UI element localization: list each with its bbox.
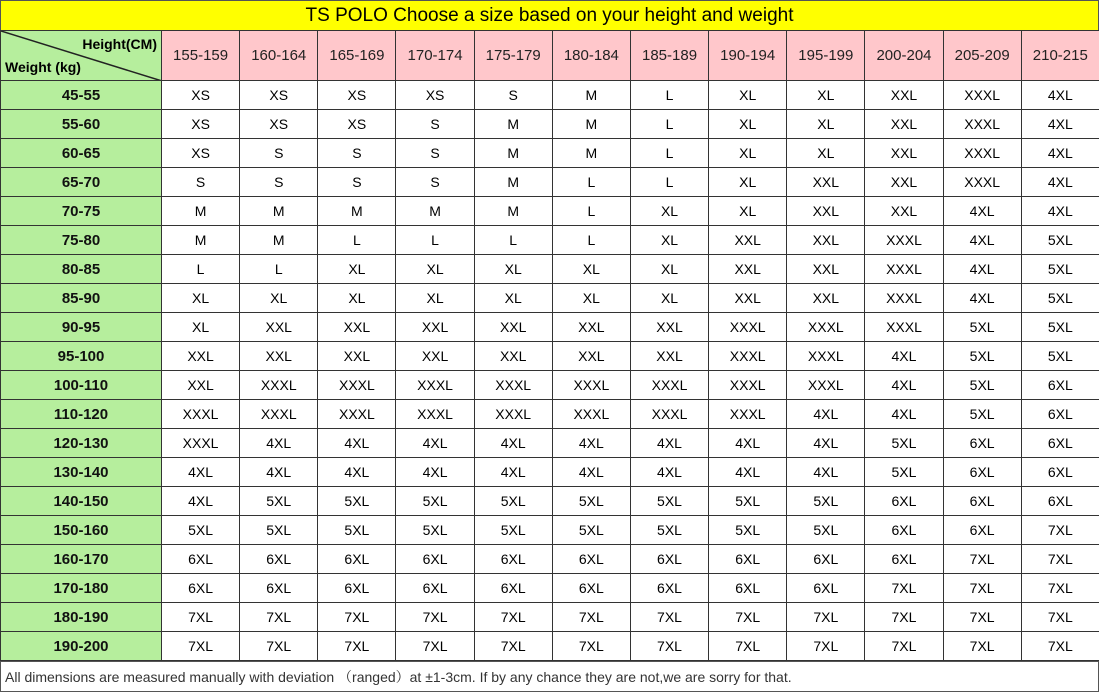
size-cell: 4XL	[396, 429, 474, 458]
size-cell: 6XL	[1021, 458, 1099, 487]
size-cell: XXXL	[162, 429, 240, 458]
size-cell: XXL	[865, 168, 943, 197]
size-cell: 6XL	[943, 487, 1021, 516]
size-cell: XS	[318, 81, 396, 110]
height-header-row	[1, 31, 1099, 81]
size-cell: XL	[162, 313, 240, 342]
size-cell: L	[630, 81, 708, 110]
table-row	[1, 284, 1099, 313]
size-cell: 7XL	[1021, 574, 1099, 603]
size-cell: XXL	[787, 226, 865, 255]
table-row	[1, 371, 1099, 400]
chart-title: TS POLO Choose a size based on your height and weight	[0, 0, 1099, 31]
height-header-cell: 185-189	[630, 31, 708, 81]
size-cell: 5XL	[474, 516, 552, 545]
size-cell: XXXL	[865, 255, 943, 284]
size-cell: 7XL	[943, 574, 1021, 603]
weight-header-cell: 65-70	[1, 168, 162, 197]
table-row	[1, 487, 1099, 516]
size-cell: XL	[240, 284, 318, 313]
size-cell: L	[552, 168, 630, 197]
size-cell: XS	[240, 81, 318, 110]
size-cell: XXXL	[630, 371, 708, 400]
size-cell: 7XL	[943, 545, 1021, 574]
height-header-cell: 155-159	[162, 31, 240, 81]
size-cell: 4XL	[1021, 168, 1099, 197]
weight-header-cell: 90-95	[1, 313, 162, 342]
size-cell: 4XL	[943, 197, 1021, 226]
size-cell: 7XL	[396, 632, 474, 661]
table-row	[1, 574, 1099, 603]
size-cell: XXXL	[162, 400, 240, 429]
size-cell: L	[474, 226, 552, 255]
size-cell: L	[162, 255, 240, 284]
size-cell: L	[396, 226, 474, 255]
size-cell: 7XL	[865, 632, 943, 661]
size-cell: 7XL	[474, 632, 552, 661]
size-cell: S	[396, 168, 474, 197]
size-cell: XXXL	[552, 371, 630, 400]
size-cell: XL	[709, 110, 787, 139]
size-cell: 5XL	[162, 516, 240, 545]
size-cell: 5XL	[943, 371, 1021, 400]
size-cell: L	[552, 226, 630, 255]
size-cell: XXXL	[865, 226, 943, 255]
size-cell: XXL	[787, 168, 865, 197]
weight-header-cell: 55-60	[1, 110, 162, 139]
size-cell: 5XL	[240, 516, 318, 545]
size-cell: 7XL	[1021, 516, 1099, 545]
size-cell: 5XL	[552, 487, 630, 516]
size-cell: 5XL	[630, 487, 708, 516]
size-cell: XXXL	[709, 313, 787, 342]
height-axis-label: Height(CM)	[82, 36, 157, 52]
size-cell: 4XL	[162, 458, 240, 487]
height-header-cell: 190-194	[709, 31, 787, 81]
size-cell: 4XL	[787, 458, 865, 487]
size-cell: XS	[240, 110, 318, 139]
size-cell: 4XL	[630, 458, 708, 487]
size-cell: 4XL	[709, 458, 787, 487]
table-row	[1, 81, 1099, 110]
weight-header-cell: 160-170	[1, 545, 162, 574]
size-cell: XL	[552, 255, 630, 284]
size-cell: 7XL	[943, 603, 1021, 632]
height-header-cell: 165-169	[318, 31, 396, 81]
size-cell: XL	[787, 139, 865, 168]
size-cell: 4XL	[552, 458, 630, 487]
size-cell: XL	[474, 255, 552, 284]
table-row	[1, 545, 1099, 574]
weight-header-cell: 60-65	[1, 139, 162, 168]
size-cell: 5XL	[396, 487, 474, 516]
size-cell: 7XL	[318, 603, 396, 632]
size-cell: 5XL	[318, 516, 396, 545]
table-row	[1, 342, 1099, 371]
size-cell: XL	[709, 81, 787, 110]
size-cell: 4XL	[1021, 110, 1099, 139]
size-cell: XS	[318, 110, 396, 139]
size-cell: XXL	[787, 284, 865, 313]
size-cell: XS	[162, 81, 240, 110]
size-cell: 7XL	[552, 632, 630, 661]
size-cell: S	[474, 81, 552, 110]
size-cell: XXL	[787, 197, 865, 226]
size-cell: XXL	[709, 226, 787, 255]
size-cell: 5XL	[865, 429, 943, 458]
size-cell: 6XL	[630, 574, 708, 603]
size-cell: L	[630, 168, 708, 197]
size-cell: XXXL	[396, 371, 474, 400]
size-cell: 5XL	[240, 487, 318, 516]
size-cell: 6XL	[630, 545, 708, 574]
size-cell: 4XL	[787, 429, 865, 458]
size-cell: 6XL	[474, 545, 552, 574]
size-cell: 6XL	[396, 574, 474, 603]
size-cell: XXXL	[630, 400, 708, 429]
size-cell: 6XL	[162, 545, 240, 574]
size-cell: L	[552, 197, 630, 226]
size-cell: 4XL	[318, 458, 396, 487]
size-cell: 6XL	[865, 545, 943, 574]
size-cell: 5XL	[943, 400, 1021, 429]
size-cell: XXL	[709, 284, 787, 313]
size-cell: XXL	[865, 81, 943, 110]
size-cell: 4XL	[162, 487, 240, 516]
size-cell: XL	[630, 284, 708, 313]
size-cell: XXL	[474, 342, 552, 371]
size-cell: 7XL	[240, 603, 318, 632]
size-cell: XXXL	[943, 168, 1021, 197]
size-cell: XXXL	[240, 371, 318, 400]
size-cell: XL	[318, 284, 396, 313]
size-cell: XXL	[630, 313, 708, 342]
size-cell: XL	[552, 284, 630, 313]
table-row	[1, 429, 1099, 458]
size-cell: XXXL	[474, 371, 552, 400]
weight-header-cell: 70-75	[1, 197, 162, 226]
size-cell: L	[630, 139, 708, 168]
size-cell: XXXL	[943, 81, 1021, 110]
size-cell: 4XL	[552, 429, 630, 458]
size-cell: M	[162, 226, 240, 255]
size-cell: 5XL	[943, 342, 1021, 371]
size-cell: XL	[787, 110, 865, 139]
table-row	[1, 516, 1099, 545]
size-cell: S	[396, 139, 474, 168]
size-cell: 4XL	[240, 458, 318, 487]
size-cell: 6XL	[318, 545, 396, 574]
size-cell: M	[318, 197, 396, 226]
table-row	[1, 168, 1099, 197]
size-cell: 6XL	[709, 574, 787, 603]
size-cell: XL	[630, 197, 708, 226]
size-cell: 6XL	[1021, 400, 1099, 429]
size-cell: S	[318, 139, 396, 168]
size-cell: XS	[162, 139, 240, 168]
size-cell: 6XL	[943, 429, 1021, 458]
size-cell: 6XL	[552, 545, 630, 574]
weight-header-cell: 150-160	[1, 516, 162, 545]
size-cell: M	[240, 226, 318, 255]
weight-header-cell: 190-200	[1, 632, 162, 661]
weight-header-cell: 100-110	[1, 371, 162, 400]
size-cell: XXXL	[865, 313, 943, 342]
size-cell: 6XL	[1021, 429, 1099, 458]
size-cell: XL	[709, 197, 787, 226]
size-cell: 7XL	[787, 603, 865, 632]
weight-header-cell: 75-80	[1, 226, 162, 255]
size-cell: XXXL	[709, 371, 787, 400]
size-cell: XL	[630, 255, 708, 284]
size-cell: XXL	[552, 313, 630, 342]
size-cell: XXXL	[318, 371, 396, 400]
size-cell: 5XL	[709, 516, 787, 545]
size-cell: 5XL	[552, 516, 630, 545]
size-cell: XXL	[318, 313, 396, 342]
table-row	[1, 139, 1099, 168]
size-cell: 5XL	[1021, 313, 1099, 342]
size-cell: M	[396, 197, 474, 226]
size-cell: 6XL	[1021, 487, 1099, 516]
weight-axis-label: Weight (kg)	[5, 59, 81, 75]
size-cell: 4XL	[943, 226, 1021, 255]
size-cell: 6XL	[396, 545, 474, 574]
weight-header-cell: 140-150	[1, 487, 162, 516]
size-cell: 5XL	[1021, 226, 1099, 255]
size-cell: XXL	[552, 342, 630, 371]
size-cell: L	[318, 226, 396, 255]
size-cell: XS	[162, 110, 240, 139]
weight-header-cell: 120-130	[1, 429, 162, 458]
size-cell: 6XL	[787, 545, 865, 574]
size-cell: M	[552, 139, 630, 168]
size-cell: XXL	[865, 197, 943, 226]
size-cell: 7XL	[1021, 603, 1099, 632]
size-cell: 4XL	[943, 284, 1021, 313]
size-cell: 4XL	[865, 342, 943, 371]
size-cell: XXL	[787, 255, 865, 284]
weight-header-cell: 170-180	[1, 574, 162, 603]
size-cell: 5XL	[865, 458, 943, 487]
weight-header-cell: 95-100	[1, 342, 162, 371]
size-cell: M	[474, 139, 552, 168]
table-row	[1, 458, 1099, 487]
size-cell: 7XL	[943, 632, 1021, 661]
table-row	[1, 255, 1099, 284]
size-cell: 4XL	[240, 429, 318, 458]
weight-header-cell: 45-55	[1, 81, 162, 110]
size-cell: 6XL	[943, 458, 1021, 487]
size-cell: XL	[709, 139, 787, 168]
size-cell: 7XL	[396, 603, 474, 632]
size-cell: L	[240, 255, 318, 284]
size-cell: 4XL	[474, 458, 552, 487]
size-cell: XL	[787, 81, 865, 110]
weight-header-cell: 110-120	[1, 400, 162, 429]
size-cell: XL	[396, 284, 474, 313]
size-cell: 4XL	[943, 255, 1021, 284]
size-cell: XXXL	[318, 400, 396, 429]
size-cell: 5XL	[787, 487, 865, 516]
size-cell: XXXL	[787, 313, 865, 342]
size-cell: XXXL	[943, 110, 1021, 139]
size-cell: 7XL	[709, 632, 787, 661]
size-cell: M	[474, 168, 552, 197]
size-cell: XL	[709, 168, 787, 197]
size-cell: 4XL	[474, 429, 552, 458]
height-header-cell: 195-199	[787, 31, 865, 81]
size-cell: 5XL	[396, 516, 474, 545]
size-cell: 4XL	[709, 429, 787, 458]
size-cell: 5XL	[1021, 342, 1099, 371]
size-table	[0, 30, 1099, 661]
size-cell: 6XL	[474, 574, 552, 603]
size-cell: 4XL	[865, 400, 943, 429]
size-cell: 4XL	[787, 400, 865, 429]
size-cell: 5XL	[1021, 284, 1099, 313]
table-row	[1, 197, 1099, 226]
size-cell: XXXL	[943, 139, 1021, 168]
size-cell: 5XL	[943, 313, 1021, 342]
size-cell: XXXL	[787, 371, 865, 400]
size-cell: 7XL	[240, 632, 318, 661]
size-cell: 7XL	[787, 632, 865, 661]
size-cell: 7XL	[1021, 632, 1099, 661]
height-header-cell: 170-174	[396, 31, 474, 81]
size-cell: M	[162, 197, 240, 226]
size-cell: XXL	[162, 371, 240, 400]
size-cell: 4XL	[1021, 139, 1099, 168]
size-cell: 6XL	[943, 516, 1021, 545]
size-cell: 7XL	[709, 603, 787, 632]
size-cell: S	[162, 168, 240, 197]
size-cell: 4XL	[630, 429, 708, 458]
size-cell: XXXL	[865, 284, 943, 313]
size-cell: 6XL	[240, 545, 318, 574]
size-cell: XXXL	[474, 400, 552, 429]
size-cell: XXXL	[787, 342, 865, 371]
height-header-cell: 160-164	[240, 31, 318, 81]
size-cell: XL	[162, 284, 240, 313]
size-cell: XXXL	[552, 400, 630, 429]
size-cell: 7XL	[1021, 545, 1099, 574]
table-row	[1, 603, 1099, 632]
table-row	[1, 400, 1099, 429]
size-cell: XL	[630, 226, 708, 255]
size-cell: XXL	[240, 342, 318, 371]
height-header-cell: 175-179	[474, 31, 552, 81]
size-cell: 6XL	[318, 574, 396, 603]
size-cell: XXL	[162, 342, 240, 371]
height-header-cell: 210-215	[1021, 31, 1099, 81]
table-row	[1, 313, 1099, 342]
size-cell: M	[474, 110, 552, 139]
size-cell: 7XL	[162, 603, 240, 632]
height-header-cell: 200-204	[865, 31, 943, 81]
size-cell: 7XL	[162, 632, 240, 661]
size-cell: S	[318, 168, 396, 197]
size-cell: M	[474, 197, 552, 226]
size-cell: L	[630, 110, 708, 139]
size-cell: XS	[396, 81, 474, 110]
size-cell: S	[240, 168, 318, 197]
size-cell: XXL	[240, 313, 318, 342]
size-cell: XXL	[630, 342, 708, 371]
size-cell: 6XL	[709, 545, 787, 574]
size-cell: 6XL	[787, 574, 865, 603]
size-cell: 4XL	[1021, 197, 1099, 226]
size-cell: 5XL	[630, 516, 708, 545]
size-cell: XL	[474, 284, 552, 313]
size-cell: 7XL	[630, 603, 708, 632]
size-cell: 7XL	[630, 632, 708, 661]
size-cell: XXL	[396, 313, 474, 342]
size-cell: XXXL	[709, 400, 787, 429]
corner-cell	[1, 31, 162, 81]
table-row	[1, 110, 1099, 139]
table-row	[1, 226, 1099, 255]
size-cell: 6XL	[162, 574, 240, 603]
size-cell: 7XL	[318, 632, 396, 661]
size-cell: XXXL	[396, 400, 474, 429]
size-cell: XL	[396, 255, 474, 284]
size-cell: XXXL	[240, 400, 318, 429]
size-cell: 6XL	[865, 487, 943, 516]
height-header-cell: 205-209	[943, 31, 1021, 81]
size-cell: XXL	[318, 342, 396, 371]
size-cell: 6XL	[865, 516, 943, 545]
size-cell: XXL	[865, 139, 943, 168]
size-cell: M	[552, 110, 630, 139]
size-cell: XXXL	[709, 342, 787, 371]
height-header-cell: 180-184	[552, 31, 630, 81]
size-cell: M	[552, 81, 630, 110]
size-cell: S	[396, 110, 474, 139]
weight-header-cell: 180-190	[1, 603, 162, 632]
size-cell: XXL	[865, 110, 943, 139]
size-cell: 5XL	[709, 487, 787, 516]
weight-header-cell: 130-140	[1, 458, 162, 487]
size-cell: 5XL	[1021, 255, 1099, 284]
size-cell: 4XL	[865, 371, 943, 400]
size-cell: XL	[318, 255, 396, 284]
size-cell: 7XL	[865, 574, 943, 603]
size-cell: 4XL	[318, 429, 396, 458]
size-cell: XXL	[474, 313, 552, 342]
size-cell: 6XL	[552, 574, 630, 603]
size-cell: 4XL	[1021, 81, 1099, 110]
table-row	[1, 632, 1099, 661]
size-cell: 7XL	[865, 603, 943, 632]
size-cell: S	[240, 139, 318, 168]
size-cell: 4XL	[396, 458, 474, 487]
size-cell: 7XL	[474, 603, 552, 632]
size-cell: 5XL	[318, 487, 396, 516]
measurement-note: All dimensions are measured manually with deviation （ranged）at ±1-3cm. If by any chance they are not,we are sorry for that.	[0, 661, 1099, 692]
size-cell: 6XL	[240, 574, 318, 603]
size-cell: M	[240, 197, 318, 226]
size-cell: 5XL	[787, 516, 865, 545]
size-cell: 6XL	[1021, 371, 1099, 400]
size-cell: 5XL	[474, 487, 552, 516]
size-cell: 7XL	[552, 603, 630, 632]
weight-header-cell: 80-85	[1, 255, 162, 284]
weight-header-cell: 85-90	[1, 284, 162, 313]
size-cell: XXL	[709, 255, 787, 284]
size-cell: XXL	[396, 342, 474, 371]
